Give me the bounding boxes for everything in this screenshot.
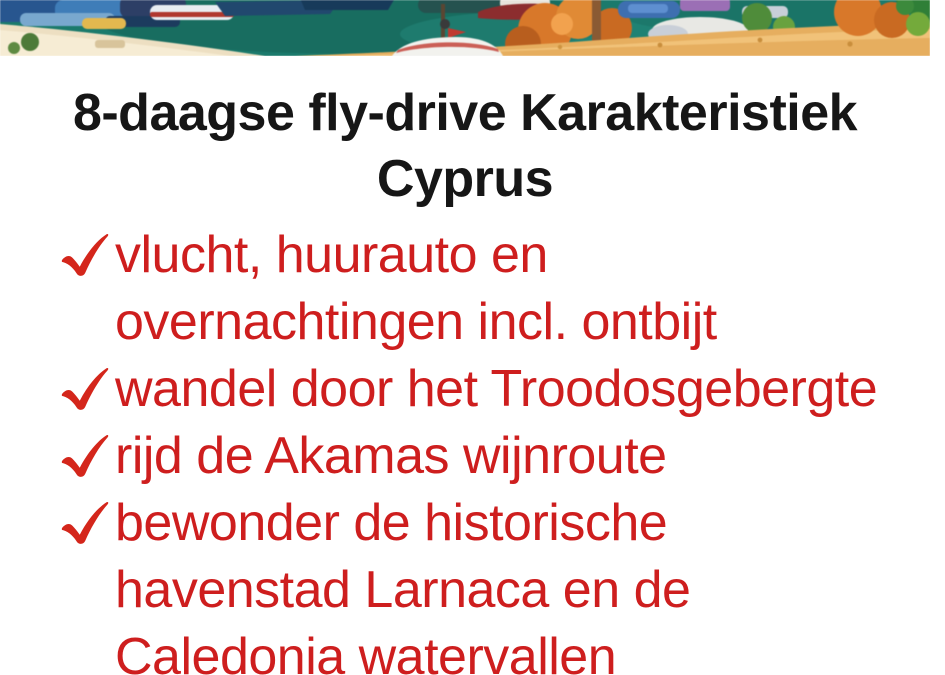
checklist-line: Caledonia watervallen (115, 628, 617, 675)
cyprus-harbor-photo (0, 0, 930, 56)
page-title (0, 80, 930, 212)
checklist-item (55, 222, 915, 356)
checklist-item (55, 423, 915, 490)
checklist-line: havenstad Larnaca en de (115, 561, 691, 619)
page-title-line-1: 8-daagse fly-drive Karakteristiek (72, 84, 858, 142)
checklist-item-text (115, 356, 877, 423)
checklist-item-text (115, 423, 667, 490)
checkmark-icon (55, 222, 115, 289)
checklist-item (55, 490, 915, 675)
checkmark-icon (55, 490, 115, 557)
checklist-line: overnachtingen incl. ontbijt (115, 293, 717, 351)
checklist-line: rijd de Akamas wijnroute (115, 427, 667, 485)
checkmark-icon (55, 423, 115, 490)
checklist-line: wandel door het Troodosgebergte (115, 360, 878, 418)
highlights-checklist (55, 222, 915, 675)
page-title-line-2: Cyprus (376, 150, 554, 208)
checklist-item-text (115, 222, 717, 356)
greens-far-right (834, 0, 930, 38)
harbor-photo-illustration (0, 0, 930, 56)
checkmark-icon (55, 356, 115, 423)
checklist-item-text (115, 490, 690, 675)
checklist-line: bewonder de historische (115, 494, 668, 552)
checklist-item (55, 356, 915, 423)
checklist-line: vlucht, huurauto en (115, 226, 548, 284)
